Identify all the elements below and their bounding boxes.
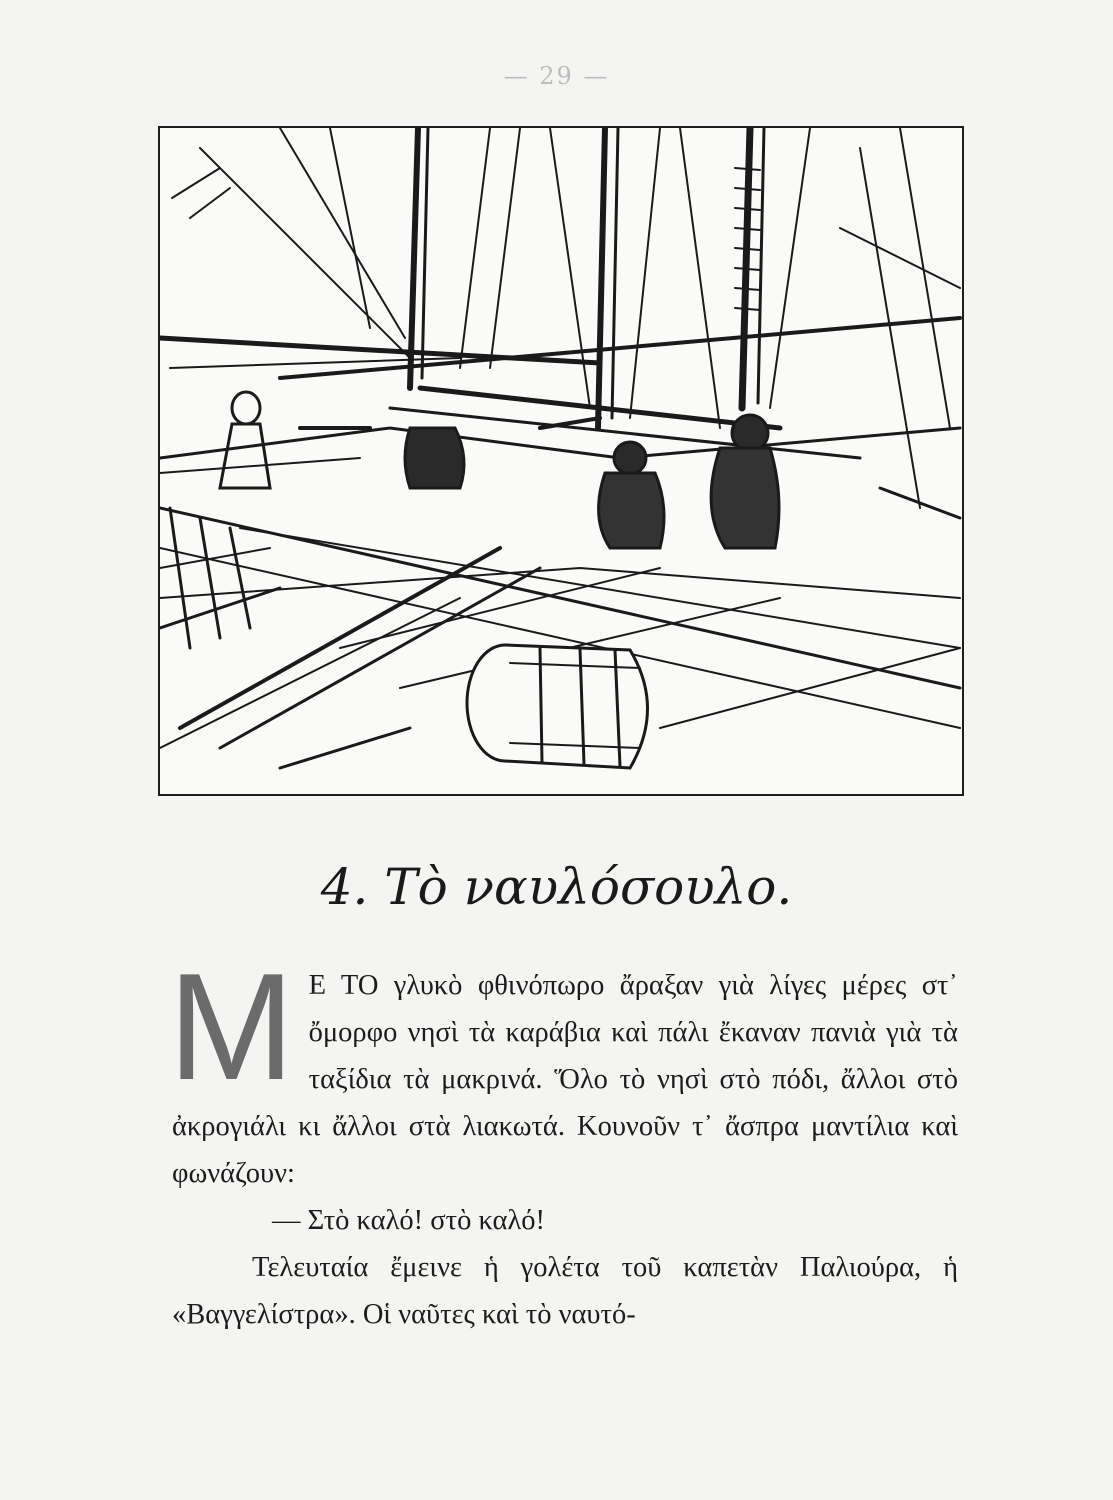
dialogue-line: — Στὸ καλό! στὸ καλό! bbox=[272, 1205, 546, 1236]
chapter-title: 4. Τὸ ναυλόσουλο. bbox=[320, 858, 793, 916]
paragraph-1: Ε ΤΟ γλυκὸ φθινόπωρο ἄραξαν γιὰ λίγες μέρες στ᾽ ὄμορφο νησὶ τὰ καράβια καὶ πάλι ἔκαναν πανιὰ γιὰ τὰ ταξίδια τὰ μακρινά. Ὅλο τὸ νησὶ στὸ πόδι, ἄλλοι στὸ ἀκρογιάλι κι ἄλλοι στὰ λιακωτά. Κουνοῦν τ᾽ ἄσπρα μαντίλια καὶ φωνάζουν: bbox=[172, 970, 958, 1189]
ship-deck-illustration bbox=[158, 126, 964, 796]
page-number: — 29 — bbox=[503, 62, 610, 90]
text-block bbox=[168, 942, 958, 1338]
paragraph-2: Τελευταία ἔμεινε ἡ γολέτα τοῦ καπετὰν Παλιούρα, ἡ «Βαγγελίστρα». Οἱ ναῦτες καὶ τὸ ναυτό- bbox=[172, 1252, 958, 1330]
drop-cap: Μ bbox=[168, 942, 295, 1112]
